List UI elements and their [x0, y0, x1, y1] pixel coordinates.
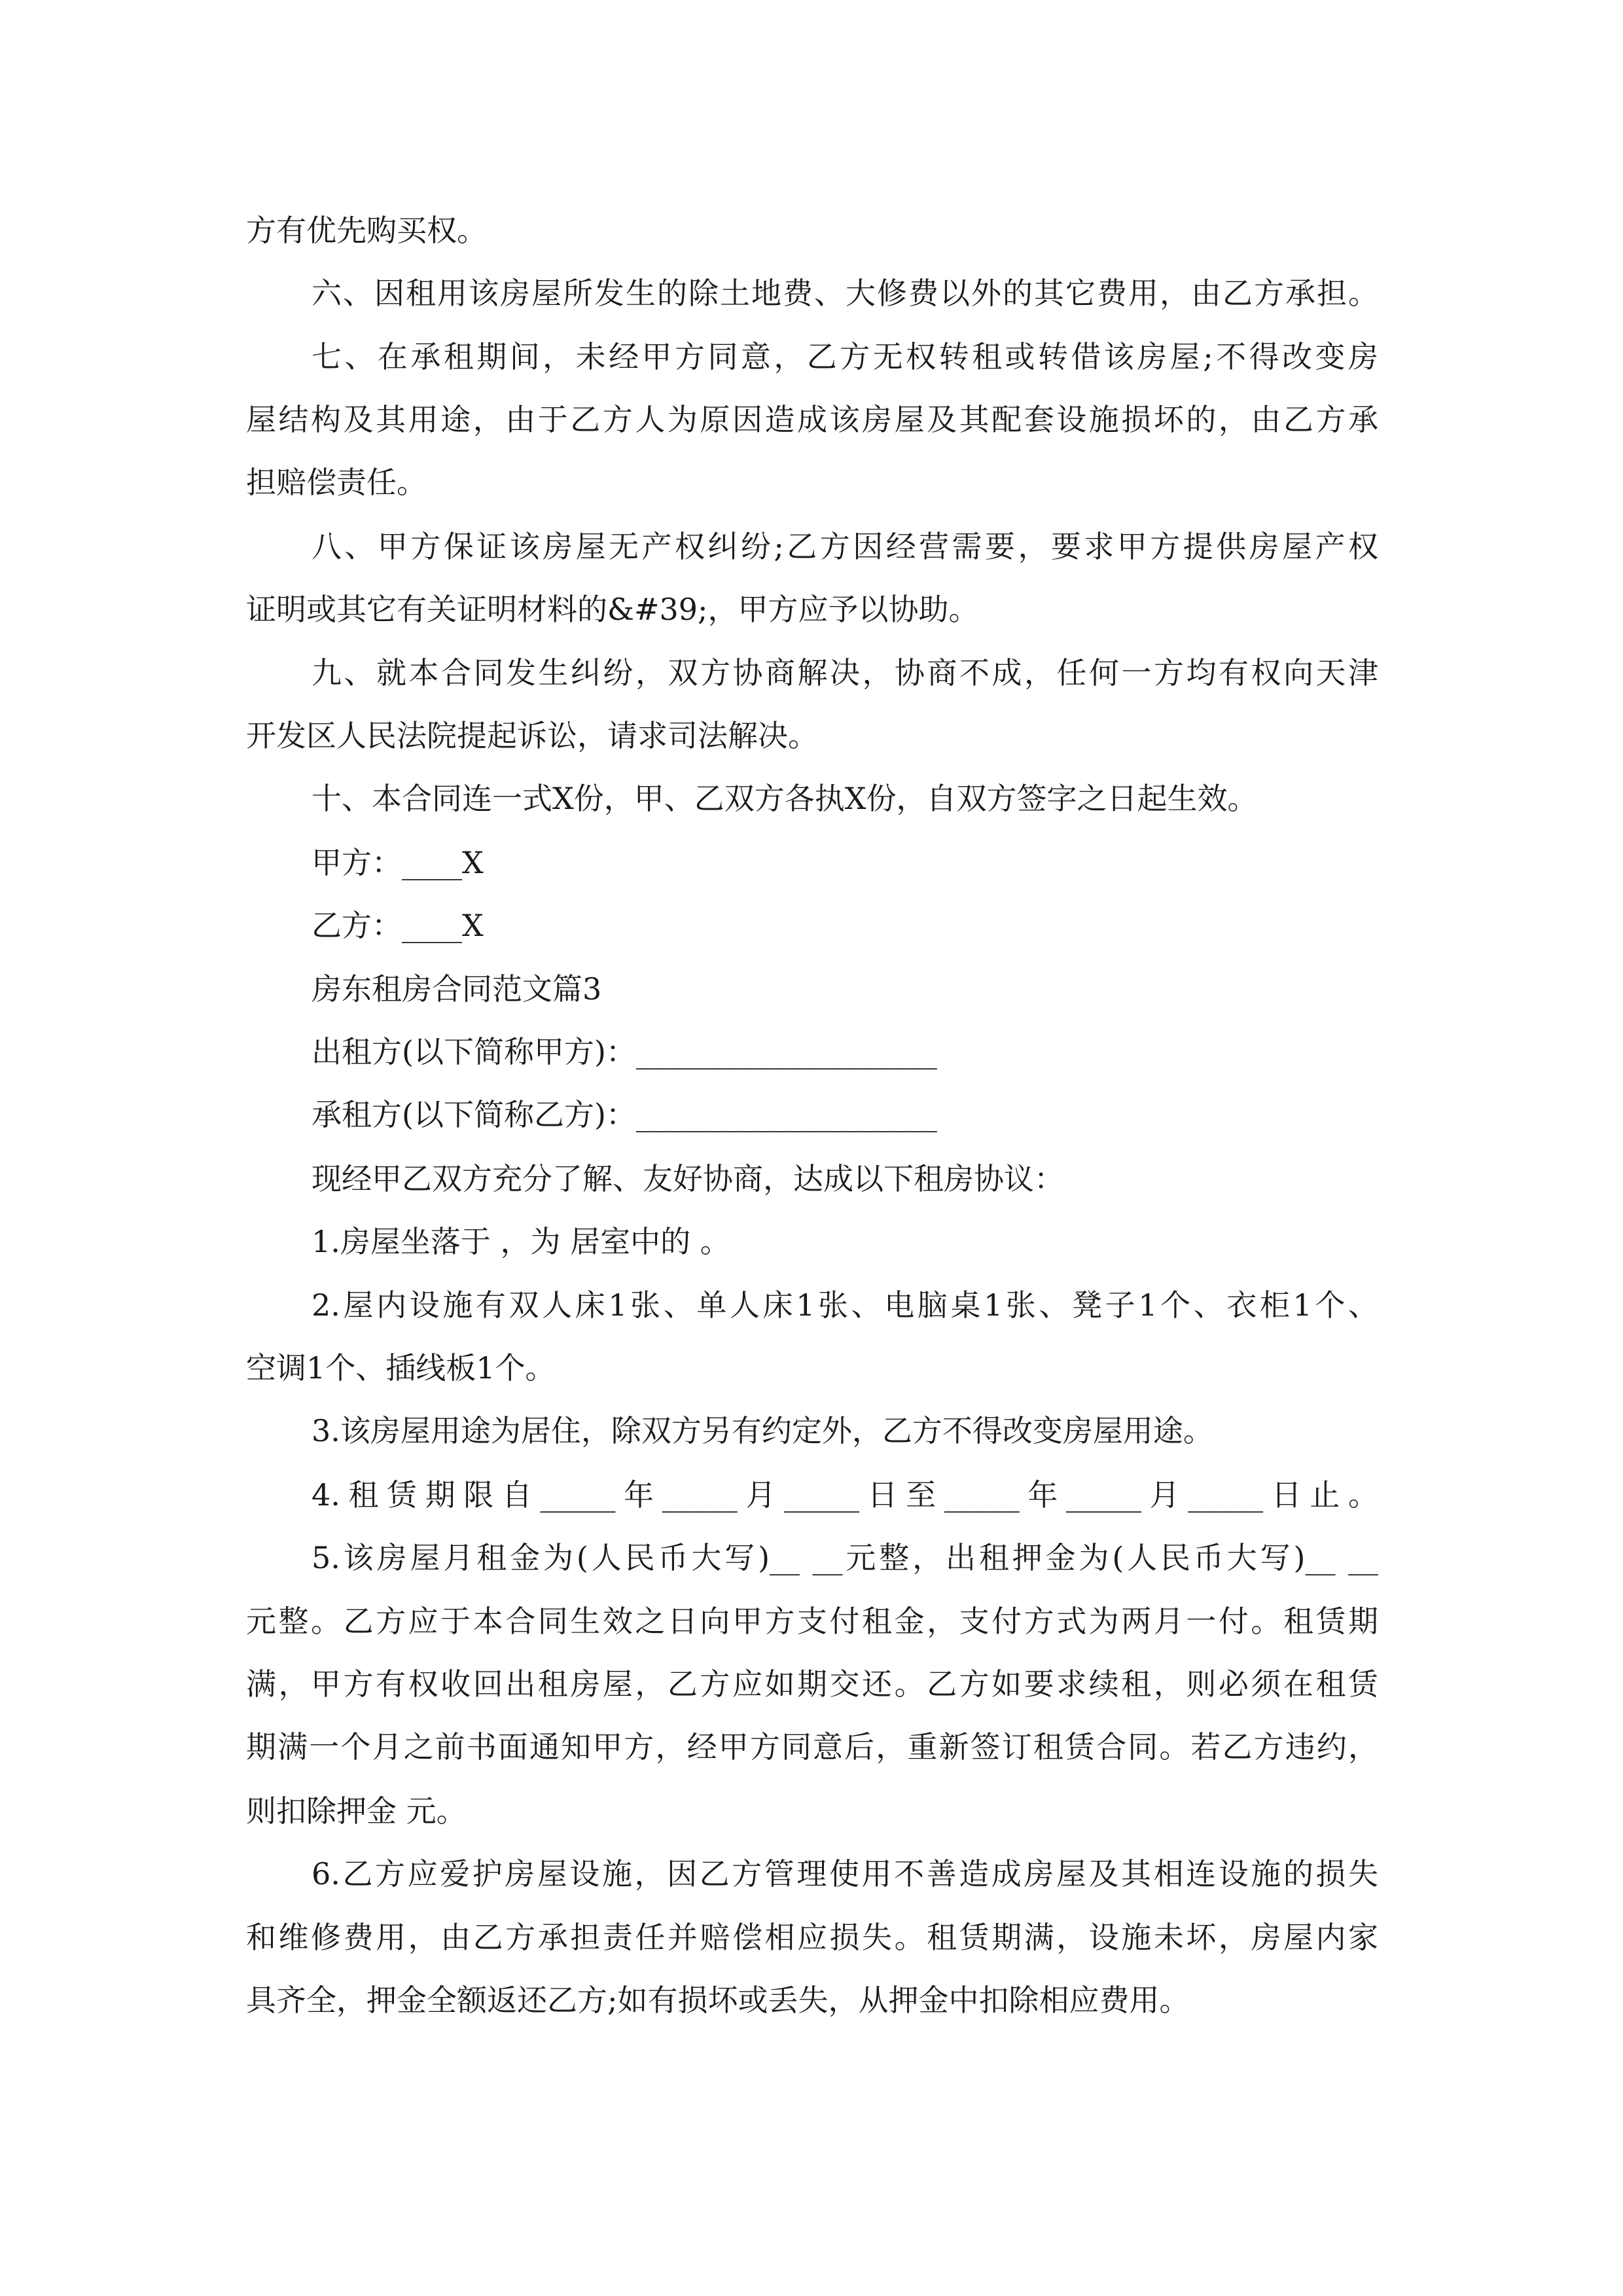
item-6-line-3: 具齐全，押金全额返还乙方;如有损坏或丢失，从押金中扣除相应费用。 — [246, 1982, 1190, 2018]
clause-6-line: 六、因租用该房屋所发生的除土地费、大修费以外的其它费用，由乙方承担。 — [312, 276, 1378, 311]
item-5-line-5: 则扣除押金 元。 — [246, 1793, 467, 1829]
lessee-line: 承租方(以下简称乙方)：____________________ — [312, 1097, 937, 1132]
party-a-signature: 甲方：____X — [312, 845, 484, 880]
clause-8-line-2: 证明或其它有关证明材料的&#39;，甲方应予以协助。 — [246, 592, 979, 627]
agreement-intro: 现经甲乙双方充分了解、友好协商，达成以下租房协议： — [312, 1161, 1064, 1196]
item-5-line-2: 元整。乙方应于本合同生效之日向甲方支付租金，支付方式为两月一付。租赁期 — [246, 1604, 1378, 1639]
item-4-line: 4.租赁期限自_____年_____月_____日至_____年_____月_____日止。 — [312, 1477, 1378, 1513]
item-5-line-4: 期满一个月之前书面通知甲方，经甲方同意后，重新签订租赁合同。若乙方违约， — [246, 1729, 1378, 1765]
item-5-line-3: 满，甲方有权收回出租房屋，乙方应如期交还。乙方如要求续租，则必须在租赁 — [246, 1666, 1378, 1702]
clause-9-line-1: 九、就本合同发生纠纷，双方协商解决，协商不成，任何一方均有权向天津 — [312, 655, 1378, 691]
clause-7-line-1: 七、在承租期间，未经甲方同意，乙方无权转租或转借该房屋;不得改变房 — [312, 339, 1378, 374]
section-heading: 房东租房合同范文篇3 — [312, 971, 602, 1007]
item-6-line-1: 6.乙方应爱护房屋设施，因乙方管理使用不善造成房屋及其相连设施的损失 — [312, 1856, 1378, 1892]
item-3-line: 3.该房屋用途为居住，除双方另有约定外，乙方不得改变房屋用途。 — [312, 1413, 1213, 1448]
text-line: 方有优先购买权。 — [246, 213, 487, 248]
clause-9-line-2: 开发区人民法院提起诉讼，请求司法解决。 — [246, 718, 818, 753]
item-5-line-1: 5.该房屋月租金为(人民币大写)__ __元整，出租押金为(人民币大写)__ __ — [312, 1540, 1378, 1575]
item-2-line-1: 2.屋内设施有双人床1张、单人床1张、电脑桌1张、凳子1个、衣柜1个、 — [312, 1287, 1378, 1323]
clause-7-line-3: 担赔偿责任。 — [246, 465, 427, 500]
item-2-line-2: 空调1个、插线板1个。 — [246, 1350, 556, 1386]
clause-8-line-1: 八、甲方保证该房屋无产权纠纷;乙方因经营需要，要求甲方提供房屋产权 — [312, 529, 1378, 564]
item-6-line-2: 和维修费用，由乙方承担责任并赔偿相应损失。租赁期满，设施未坏，房屋内家 — [246, 1920, 1378, 1955]
item-1-line: 1.房屋坐落于 ，为 居室中的 。 — [312, 1224, 730, 1259]
lessor-line: 出租方(以下简称甲方)：____________________ — [312, 1034, 937, 1069]
clause-10-line: 十、本合同连一式X份，甲、乙双方各执X份，自双方签字之日起生效。 — [312, 781, 1258, 816]
party-b-signature: 乙方：____X — [312, 908, 484, 943]
clause-7-line-2: 屋结构及其用途，由于乙方人为原因造成该房屋及其配套设施损坏的，由乙方承 — [246, 402, 1378, 437]
